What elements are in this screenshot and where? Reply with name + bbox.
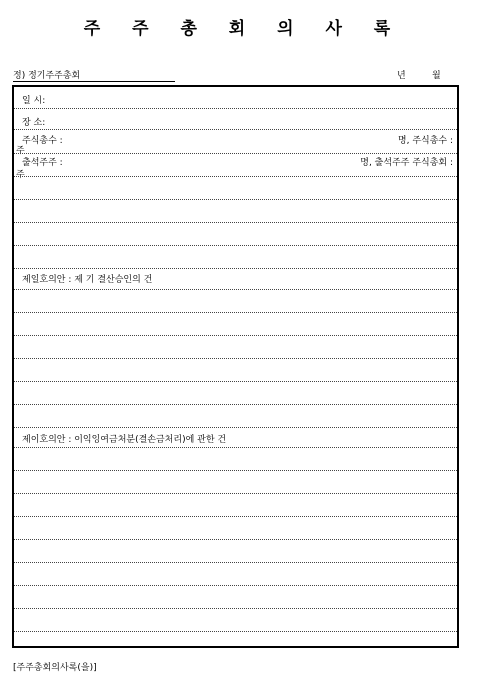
total-shareholders-label: 주식총수 :	[22, 136, 63, 146]
document-title: 주 주 총 회 의 사 록	[83, 19, 404, 39]
attending-shares-unit: 주	[16, 170, 25, 180]
ruled-line	[14, 358, 457, 359]
ruled-line	[14, 585, 457, 586]
ruled-line	[14, 470, 457, 471]
ruled-line	[14, 381, 457, 382]
ruled-line	[14, 631, 457, 632]
month-label: 월	[432, 71, 441, 81]
ruled-line	[14, 608, 457, 609]
ruled-line	[14, 268, 457, 269]
minutes-form-box	[12, 85, 459, 648]
ruled-line	[14, 516, 457, 517]
meeting-type-field[interactable]	[13, 68, 175, 82]
meeting-type-label: 정) 정기주주총회	[13, 68, 175, 82]
ruled-line	[14, 539, 457, 540]
year-label: 년	[397, 71, 406, 81]
ruled-line	[14, 245, 457, 246]
ruled-line	[14, 312, 457, 313]
ruled-line	[14, 404, 457, 405]
agenda-item-1: 제일호의안 : 제 기 결산승인의 건	[22, 275, 153, 285]
ruled-line	[14, 493, 457, 494]
ruled-line	[14, 176, 457, 177]
total-shares-unit: 주	[16, 146, 25, 156]
ruled-line	[14, 108, 457, 109]
ruled-line	[14, 129, 457, 130]
form-footer-label: [주주총회의사록(을)]	[13, 663, 97, 673]
ruled-line	[14, 222, 457, 223]
ruled-line	[14, 447, 457, 448]
place-label: 장 소:	[22, 118, 46, 128]
attending-shareholders-label: 출석주주 :	[22, 158, 63, 168]
agenda-item-2: 제이호의안 : 이익잉여금처분(결손금처리)에 관한 건	[22, 435, 227, 445]
ruled-line	[14, 562, 457, 563]
ruled-line	[14, 427, 457, 428]
attending-shares-label: 명, 출석주주 주식총회 :	[360, 158, 453, 168]
total-shares-label: 명, 주식총수 :	[397, 136, 453, 146]
ruled-line	[14, 199, 457, 200]
date-label: 일 시:	[22, 96, 46, 106]
ruled-line	[14, 335, 457, 336]
ruled-line	[14, 153, 457, 154]
ruled-line	[14, 289, 457, 290]
